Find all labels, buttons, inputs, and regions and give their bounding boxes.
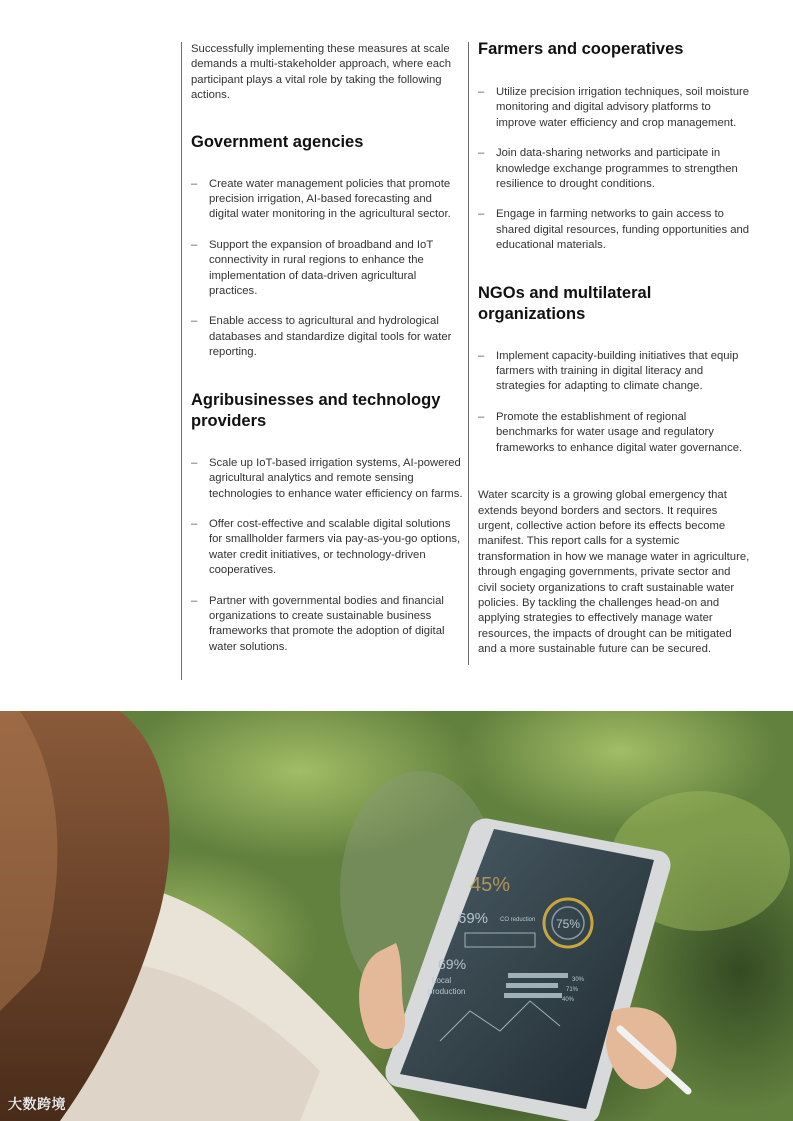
tablet-bar-label: 40% — [562, 997, 575, 1003]
tablet-ring-value: 75% — [556, 917, 581, 931]
list-item: – Create water management policies that promote precision irrigation, AI-based forecasting and digital water monitoring in the agricultural sector. — [191, 177, 463, 223]
tablet-bar-label: 30% — [572, 977, 585, 983]
list-item: – Utilize precision irrigation techniques, soil moisture monitoring and digital advisory platforms to improve water efficiency and crop management. — [478, 85, 750, 131]
tablet-bar-label: 71% — [566, 987, 579, 993]
tablet-stat-2-caption: CO reduction — [500, 917, 536, 923]
list-item: – Implement capacity-building initiatives that equip farmers with training in digital literacy and strategies for adapting to climate change. — [478, 349, 750, 395]
section-heading-ngos: NGOs and multilateral organizations — [478, 283, 652, 323]
intro-paragraph: Successfully implementing these measures at scale demands a multi-stakeholder approach, where each participant plays a vital role by taking the following actions. — [191, 43, 451, 102]
photo-illustration — [0, 711, 793, 1121]
closing-paragraph: Water scarcity is a growing global emergency that extends beyond borders and sectors. It requires urgent, collective action before its effects become manifest. This report calls for a systemic transformation in how we manage water in agriculture, through engaging governments, private sector and civil society organizations to craft sustainable water policies. By tackling the challenges head-on and applying strategies to effectively manage water resources, the impacts of drought can be mitigated and a more sustainable future can be secured. — [478, 489, 750, 656]
agribusiness-actions-list — [191, 456, 463, 655]
list-item: – Scale up IoT-based irrigation systems, AI-powered agricultural analytics and remote sensing technologies to enhance water efficiency on farms. — [191, 456, 463, 502]
list-item: – Promote the establishment of regional benchmarks for water usage and regulatory frameworks to enhance digital water governance. — [478, 410, 750, 456]
farmers-actions-list — [478, 85, 750, 254]
section-heading-agribusiness: Agribusinesses and technology providers — [191, 390, 441, 430]
list-item: – Join data-sharing networks and participate in knowledge exchange programmes to strengthen resilience to drought conditions. — [478, 146, 750, 192]
list-item: – Partner with governmental bodies and financial organizations to create sustainable business frameworks that promote the adoption of digital water solutions. — [191, 594, 463, 656]
government-actions-list — [191, 177, 463, 361]
tablet-stat-3: 69% — [438, 956, 467, 972]
section-heading-farmers: Farmers and cooperatives — [478, 40, 684, 58]
list-item: – Offer cost-effective and scalable digital solutions for smallholder farmers via pay-as-you-go options, water credit initiatives, or technology-driven cooperatives. — [191, 517, 463, 579]
section-heading-government: Government agencies — [191, 132, 364, 151]
photo-farmer-with-tablet — [0, 711, 793, 1121]
list-item: – Support the expansion of broadband and IoT connectivity in rural regions to enhance the implementation of data-driven agricultural practices. — [191, 238, 463, 300]
ngos-actions-list — [478, 349, 750, 456]
tablet-stat-3-caption-1: Local — [432, 976, 452, 985]
tablet-stat-1: 45% — [470, 874, 511, 896]
left-column — [181, 42, 463, 680]
watermark-logo: 大数跨境 — [8, 1096, 66, 1112]
tablet-stat-2: 69% — [458, 910, 489, 927]
tablet-stat-3-caption-2: production — [428, 987, 466, 996]
list-item: – Enable access to agricultural and hydrological databases and standardize digital tools for water reporting. — [191, 314, 463, 360]
right-column — [468, 42, 750, 665]
list-item: – Engage in farming networks to gain access to shared digital resources, funding opportunities and educational materials. — [478, 207, 750, 253]
